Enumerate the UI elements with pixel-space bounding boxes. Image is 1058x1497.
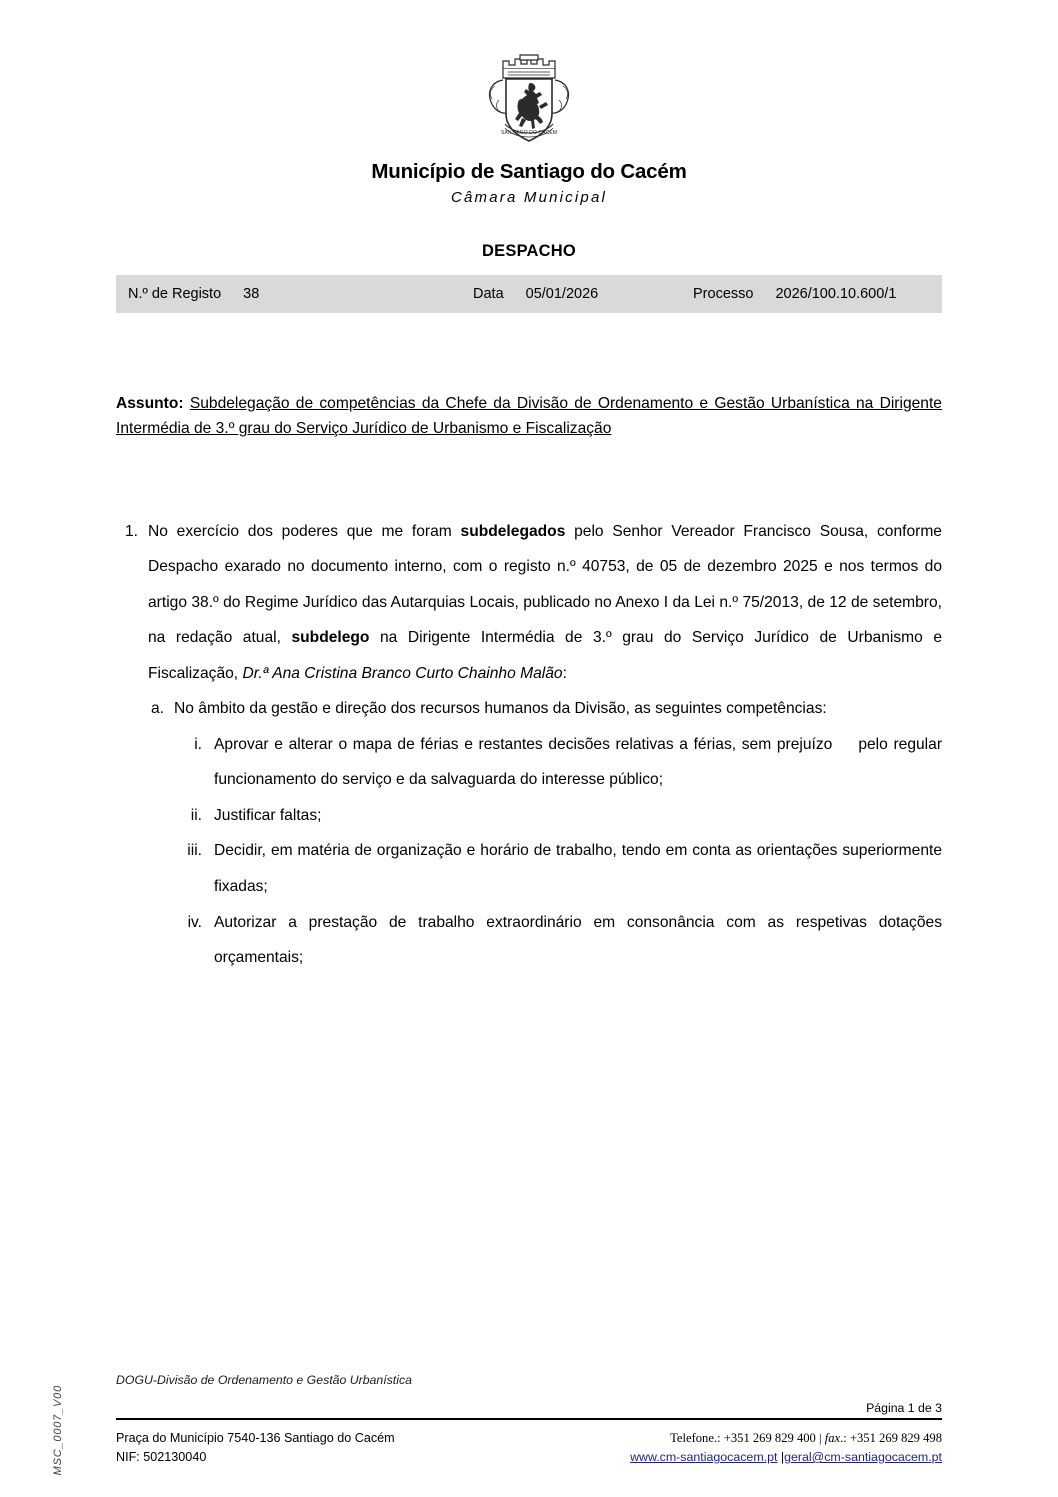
registration-date-value: 05/01/2026 xyxy=(525,286,599,302)
footer-phone: Telefone.: +351 269 829 400 xyxy=(670,1431,816,1446)
subject-block xyxy=(116,391,942,442)
footer-pipe-1: | xyxy=(819,1431,822,1446)
subject-label: Assunto: xyxy=(116,395,184,412)
clause-item-i xyxy=(116,727,942,798)
registration-process-cell xyxy=(681,286,942,302)
footer-fax-label: fax xyxy=(824,1431,841,1446)
registration-number-cell xyxy=(116,286,461,302)
footer-contacts xyxy=(630,1429,942,1467)
clause-1-part2: pelo Senhor Vereador Francisco Sousa, conforme Despacho exarado no documento interno, com o registo n.º 40753, de 05 de dezembro 2025 e nos termos do artigo 38.º do Regime Jurídico das Autarquias Locais, publicado no Anexo I da Lei n.º 75/2013, de 12 de setembro, na redação atual, xyxy=(148,522,942,647)
clause-i-part2: pelo regular funcionamento do serviço e da salvaguarda do interesse público; xyxy=(214,735,943,789)
clause-marker: iii. xyxy=(187,842,202,860)
clause-text xyxy=(214,727,942,798)
registration-number-label: N.º de Registo xyxy=(128,286,222,302)
registration-process-label: Processo xyxy=(693,286,754,302)
registration-date-label: Data xyxy=(473,286,504,302)
footer-columns xyxy=(116,1429,942,1467)
footer-address-line2: NIF: 502130040 xyxy=(116,1450,207,1465)
clause-i-part1: Aprovar e alterar o mapa de férias e restantes decisões relativas a férias, sem prejuízo xyxy=(214,735,833,753)
clause-item-a xyxy=(116,691,942,727)
clause-text: Decidir, em matéria de organização e horário de trabalho, tendo em conta as orientações superiormente fixadas; xyxy=(214,842,942,895)
clause-1-bold1: subdelegados xyxy=(460,522,566,540)
registration-date-cell xyxy=(461,286,681,302)
clause-1-bold2: subdelego xyxy=(291,629,370,647)
subject-text: Subdelegação de competências da Chefe da Divisão de Ordenamento e Gestão Urbanística na Dirigente Intermédia de 3.º grau do Serviço Jurídico de Urbanismo e Fiscalização xyxy=(116,395,942,438)
clause-marker: a. xyxy=(150,700,164,718)
clause-marker: i. xyxy=(194,735,202,753)
footer-address-line1: Praça do Município 7540-136 Santiago do Cacém xyxy=(116,1431,395,1446)
clause-1-delegate-name: Dr.ª Ana Cristina Branco Curto Chainho Malão xyxy=(242,664,563,682)
clause-text: Autorizar a prestação de trabalho extraordinário em consonância com as respetivas dotações orçamentais; xyxy=(214,913,942,967)
footer-website-link[interactable]: www.cm-santiagocacem.pt xyxy=(630,1450,778,1465)
footer-fax-value: .: +351 269 829 498 xyxy=(840,1431,942,1446)
footer-page-number: Página 1 de 3 xyxy=(866,1401,942,1416)
registration-table xyxy=(116,275,942,313)
footer-address xyxy=(116,1429,395,1467)
clause-item-ii xyxy=(116,798,942,834)
document-footer xyxy=(116,1373,942,1467)
clause-text xyxy=(148,514,942,692)
footer-email-link[interactable]: geral@cm-santiagocacem.pt xyxy=(784,1450,942,1465)
document-version-code: MSC_0007_V00 xyxy=(52,1384,64,1475)
clause-item-iv xyxy=(116,905,942,976)
clause-marker: ii. xyxy=(190,806,202,824)
clause-text: No âmbito da gestão e direção dos recursos humanos da Divisão, as seguintes competências: xyxy=(174,700,827,718)
registration-process-value: 2026/100.10.600/1 xyxy=(775,286,897,302)
clause-1-part3: na Dirigente Intermédia de 3.º grau do Serviço Jurídico de Urbanismo e Fiscalização, xyxy=(148,629,943,682)
document-body xyxy=(116,313,942,976)
registration-number-value: 38 xyxy=(243,286,260,302)
footer-department: DOGU-Divisão de Ordenamento e Gestão Urbanística xyxy=(116,1373,412,1388)
clause-marker: iv. xyxy=(187,913,202,931)
organization-subtitle: Câmara Municipal xyxy=(450,189,608,206)
clause-marker: 1. xyxy=(124,522,138,540)
clause-text: Justificar faltas; xyxy=(214,806,322,824)
document-header xyxy=(0,0,1058,206)
clause-item-iii xyxy=(116,833,942,904)
organization-title: Município de Santiago do Cacém xyxy=(371,160,687,183)
coat-of-arms-icon xyxy=(475,44,583,148)
clause-1-part4: : xyxy=(562,664,567,682)
footer-pipe-2: | xyxy=(780,1450,785,1465)
footer-links-line xyxy=(630,1448,942,1467)
footer-divider xyxy=(116,1418,942,1420)
clause-item-1 xyxy=(116,514,942,692)
document-type-heading: DESPACHO xyxy=(482,242,576,260)
emblem-container xyxy=(0,40,1058,148)
clause-list xyxy=(116,514,942,976)
svg-text:SANTIAGO DO CACÉM: SANTIAGO DO CACÉM xyxy=(500,130,558,136)
clause-1-part1: No exercício dos poderes que me foram xyxy=(148,522,461,540)
footer-phone-line xyxy=(630,1429,942,1448)
